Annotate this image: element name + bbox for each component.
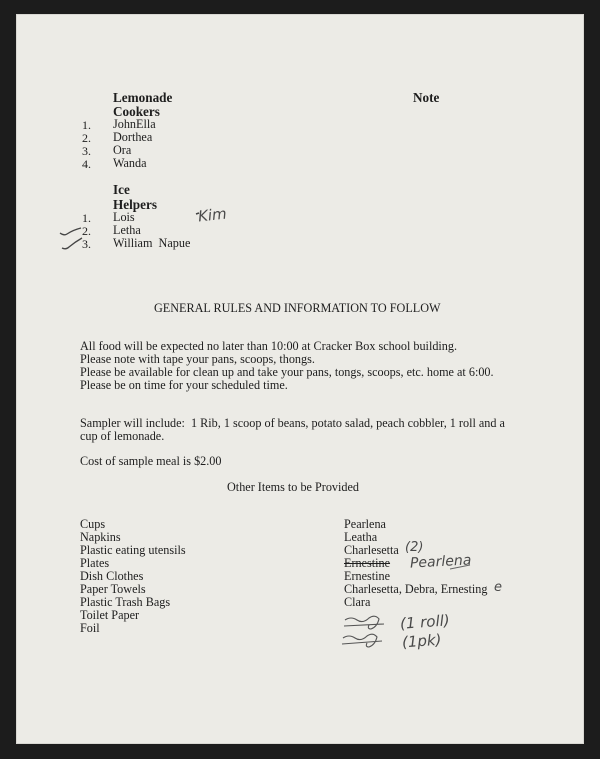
handwritten-e: e <box>494 580 502 595</box>
ice-helper-name: William Napue <box>113 236 191 250</box>
list-number: 1. <box>82 211 91 225</box>
list-number: 2. <box>82 224 91 238</box>
handwritten-pearlena: Pearlena <box>409 552 472 572</box>
lemonade-cooker-name: Wanda <box>113 156 147 170</box>
assignee-name: Charlesetta, Debra, Ernesting <box>344 582 488 596</box>
list-number: 1. <box>82 118 91 132</box>
note-heading: Note <box>413 90 440 105</box>
handwritten-charlesetta-note: (2) <box>405 540 424 555</box>
item-name: Napkins <box>80 530 121 544</box>
sampler-line1: Sampler will include: 1 Rib, 1 scoop of beans, potato salad, peach cobbler, 1 roll and a <box>80 416 505 430</box>
item-name: Foil <box>80 621 100 635</box>
rule-line: Please be available for clean up and take your pans, tongs, scoops, etc. home at 6:00. <box>80 365 494 379</box>
assignee-name: Pearlena <box>344 517 386 531</box>
list-number: 3. <box>82 237 91 251</box>
rule-line: All food will be expected no later than 10:00 at Cracker Box school building. <box>80 339 458 353</box>
ice-helper-name: Letha <box>113 223 141 237</box>
lemonade-heading-line1: Lemonade <box>113 90 173 105</box>
ice-heading-line1: Ice <box>113 182 130 197</box>
lemonade-cooker-name: JohnElla <box>113 117 156 131</box>
assignee-name: Leatha <box>344 530 378 544</box>
item-name: Toilet Paper <box>80 608 140 622</box>
assignee-name: Ernestine <box>344 569 391 583</box>
handwritten-kim: Kim <box>197 204 228 226</box>
assignee-name-struck: Ernestine <box>344 556 391 570</box>
ice-helper-name: Lois <box>113 210 135 224</box>
item-name: Plates <box>80 556 110 570</box>
sampler-line2: cup of lemonade. <box>80 429 165 443</box>
rule-line: Please be on time for your scheduled time. <box>80 378 288 392</box>
assignee-name: Charlesetta <box>344 543 399 557</box>
rule-line: Please note with tape your pans, scoops, thongs. <box>80 352 315 366</box>
item-name: Plastic eating utensils <box>80 543 186 557</box>
assignee-name: Clara <box>344 595 371 609</box>
general-rules-title: GENERAL RULES AND INFORMATION TO FOLLOW <box>154 301 441 315</box>
item-name: Dish Clothes <box>80 569 144 583</box>
handwritten-foil-note-2: (1pk) <box>401 630 443 652</box>
sample-meal-cost: Cost of sample meal is $2.00 <box>80 454 222 468</box>
list-number: 4. <box>82 157 91 171</box>
item-name: Paper Towels <box>80 582 146 596</box>
item-name: Plastic Trash Bags <box>80 595 171 609</box>
item-name: Cups <box>80 517 106 531</box>
lemonade-cooker-name: Ora <box>113 143 132 157</box>
list-number: 2. <box>82 131 91 145</box>
ice-heading-line2: Helpers <box>113 197 157 212</box>
lemonade-heading-line2: Cookers <box>113 104 160 119</box>
lemonade-cooker-name: Dorthea <box>113 130 153 144</box>
other-items-title: Other Items to be Provided <box>227 480 360 494</box>
list-number: 3. <box>82 144 91 158</box>
handwritten-foil-note-1: (1 roll) <box>399 611 451 633</box>
